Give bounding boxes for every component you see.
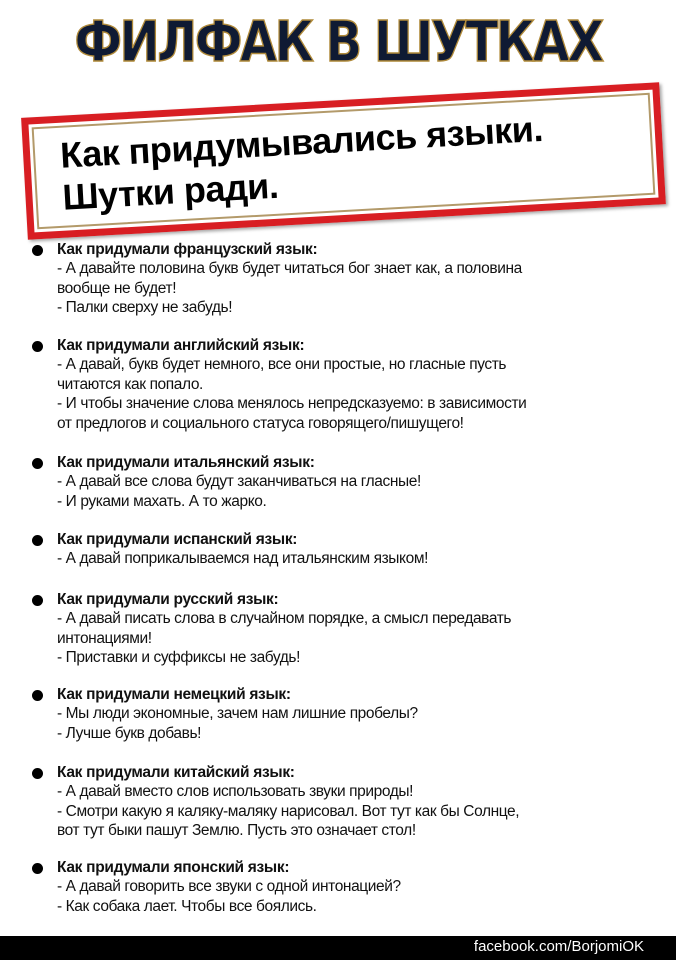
section-heading: Как придумали французский язык:	[57, 241, 318, 258]
joke-section	[32, 685, 642, 743]
bullet-icon	[32, 595, 43, 606]
joke-section	[32, 763, 642, 841]
poster-title: ФИЛФАК В ШУТКАХ	[74, 10, 602, 75]
section-heading: Как придумали японский язык:	[57, 859, 290, 876]
section-line: - А давайте половина букв будет читаться бог знает как, а половина	[57, 260, 522, 277]
section-line: читаются как попало.	[57, 375, 203, 393]
section-line: от предлогов и социального статуса говорящего/пишущего!	[57, 414, 464, 432]
section-heading: Как придумали немецкий язык:	[57, 686, 291, 703]
section-line: - И руками махать. А то жарко.	[57, 492, 267, 510]
banner-line-2: Шутки ради.	[61, 164, 280, 218]
footer-link[interactable]: facebook.com/BorjomiOK	[473, 938, 644, 955]
section-line: - И чтобы значение слова менялось непредсказуемо: в зависимости	[57, 395, 527, 412]
joke-section	[32, 530, 642, 569]
bullet-icon	[32, 690, 43, 701]
section-line: вообще не будет!	[57, 279, 177, 297]
section-line: - А давай писать слова в случайном порядке, а смысл передавать	[57, 610, 512, 627]
section-heading: Как придумали итальянский язык:	[57, 454, 315, 471]
joke-section	[32, 336, 642, 433]
section-line: интонациями!	[57, 629, 152, 647]
section-line: вот тут быки пашут Землю. Пусть это означает стол!	[57, 822, 416, 839]
bullet-icon	[32, 863, 43, 874]
section-line: - Лучше букв добавь!	[57, 724, 202, 742]
section-line: - Мы люди экономные, зачем нам лишние пробелы?	[57, 705, 418, 722]
bullet-icon	[32, 341, 43, 352]
section-line: - Палки сверху не забудь!	[57, 299, 233, 316]
bullet-icon	[32, 535, 43, 546]
section-heading: Как придумали русский язык:	[57, 591, 279, 608]
section-line: - Смотри какую я каляку-маляку нарисовал. Вот тут как бы Солнце,	[57, 802, 520, 820]
joke-section	[32, 240, 642, 318]
bullet-icon	[32, 245, 43, 256]
bullet-icon	[32, 458, 43, 469]
section-line: - А давай говорить все звуки с одной интонацией?	[57, 878, 401, 895]
joke-section	[32, 453, 642, 511]
section-heading: Как придумали китайский язык:	[57, 764, 295, 781]
section-line: - А давай все слова будут заканчиваться на гласные!	[57, 473, 421, 490]
footer-bar	[0, 936, 676, 960]
joke-section	[32, 590, 642, 668]
section-line: - Приставки и суффиксы не забудь!	[57, 649, 300, 666]
banner-line-1: Как придумывались языки.	[59, 107, 544, 176]
section-line: - Как собака лает. Чтобы все боялись.	[57, 897, 317, 915]
bullet-icon	[32, 768, 43, 779]
section-line: - А давай поприкалываемся над итальянским языком!	[57, 550, 428, 567]
section-heading: Как придумали испанский язык:	[57, 531, 298, 548]
joke-section	[32, 858, 642, 916]
subtitle-banner	[21, 82, 666, 239]
section-line: - А давай вместо слов использовать звуки природы!	[57, 783, 414, 800]
section-heading: Как придумали английский язык:	[57, 337, 305, 354]
section-line: - А давай, букв будет немного, все они простые, но гласные пусть	[57, 356, 507, 373]
